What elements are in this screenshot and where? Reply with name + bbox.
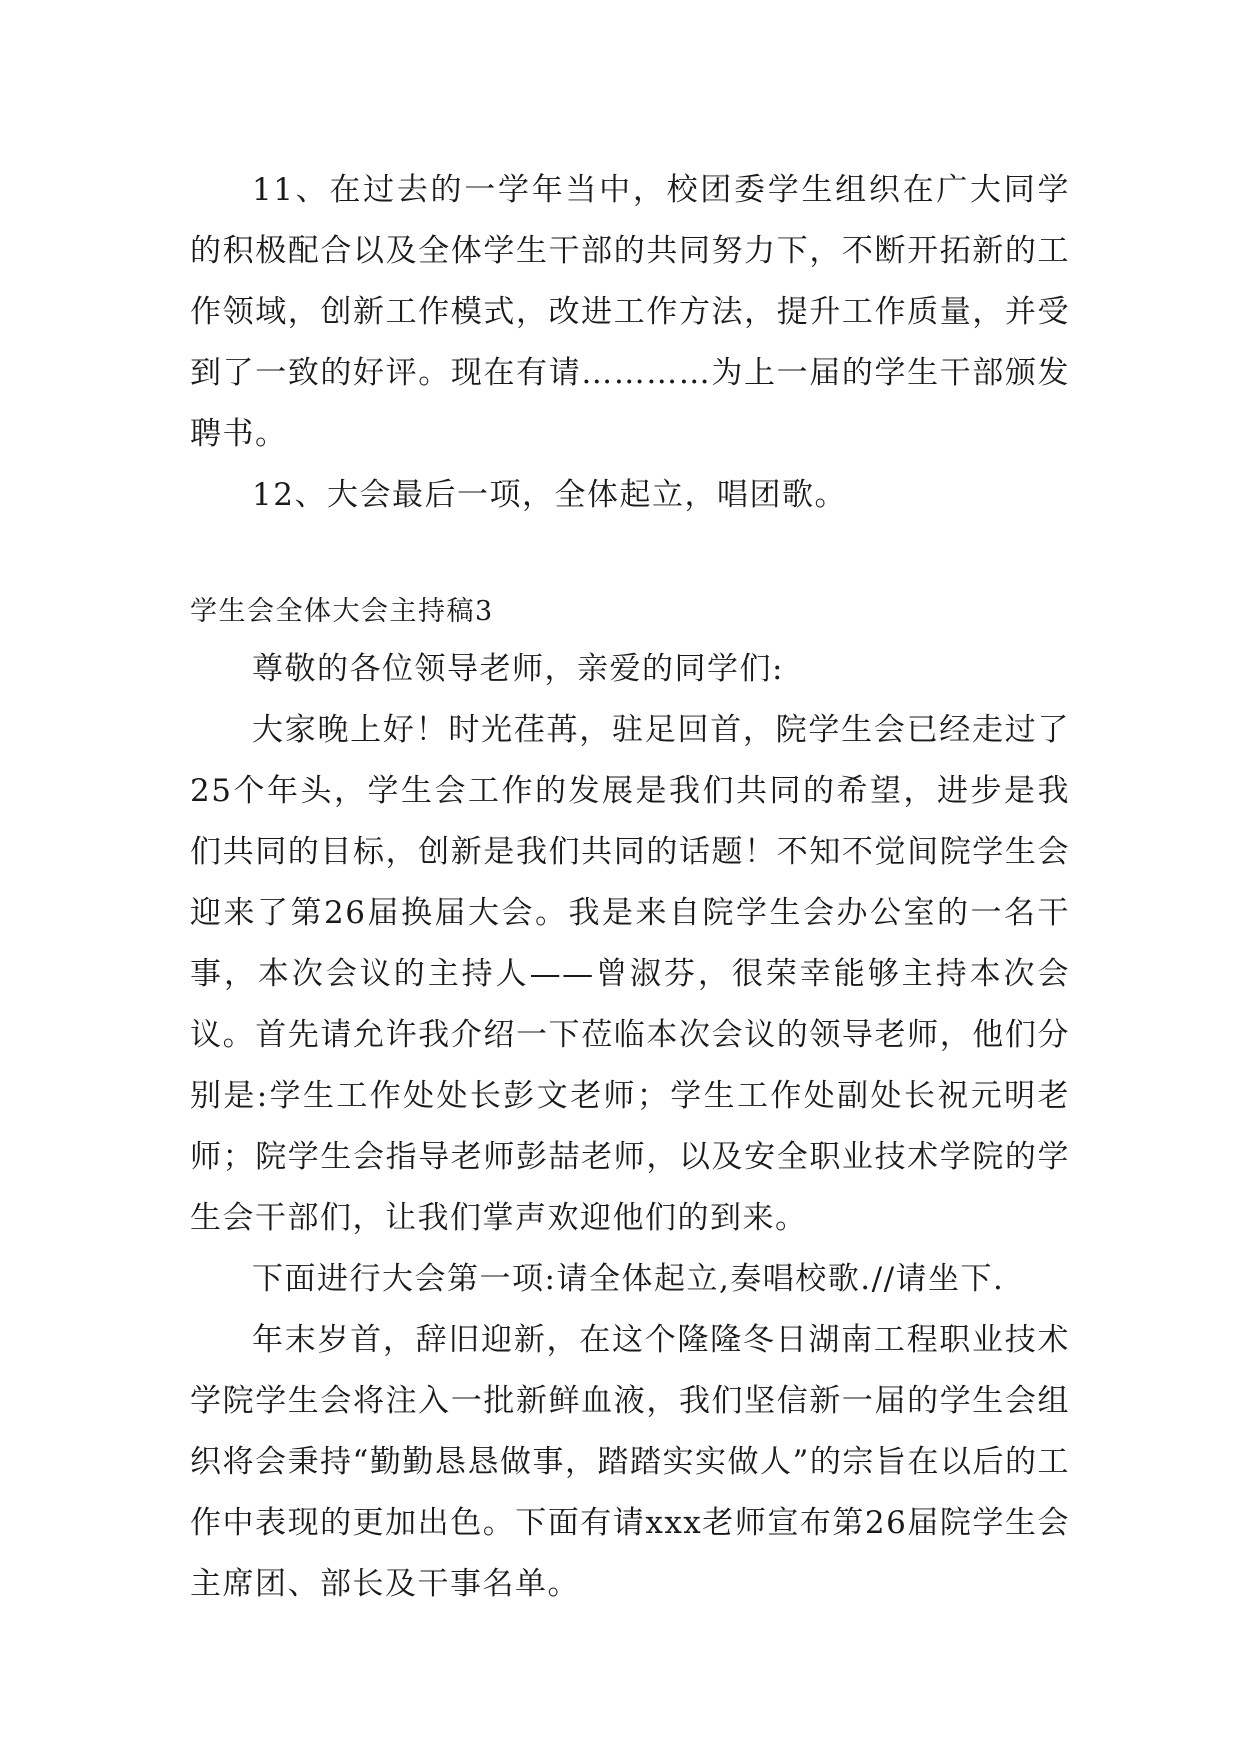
- greeting-paragraph: 尊敬的各位领导老师，亲爱的同学们:: [252, 651, 784, 687]
- section-title: 学生会全体大会主持稿3: [190, 596, 494, 627]
- announcement-paragraph: 年末岁首，辞旧迎新，在这个隆隆冬日湖南工程职业技术学院学生会将注入一批新鲜血液，我们坚信新一届的学生会组织将会秉持“勤勤恳恳做事，踏踏实实做人”的宗旨在以后的工作中表现的更加出色。下面有请xxx老师宣布第26届院学生会主席团、部长及干事名单。: [190, 1322, 1070, 1602]
- paragraph-item-11: 11、在过去的一学年当中，校团委学生组织在广大同学的积极配合以及全体学生干部的共同努力下，不断开拓新的工作领域，创新工作模式，改进工作方法，提升工作质量，并受到了一致的好评。现在有请…………为上一届的学生干部颁发聘书。: [190, 172, 1070, 452]
- opening-paragraph: 大家晚上好！时光荏苒，驻足回首，院学生会已经走过了25个年头，学生会工作的发展是我们共同的希望，进步是我们共同的目标，创新是我们共同的话题！不知不觉间院学生会迎来了第26届换届大会。我是来自院学生会办公室的一名干事，本次会议的主持人——曾淑芬，很荣幸能够主持本次会议。首先请允许我介绍一下莅临本次会议的领导老师，他们分别是:学生工作处处长彭文老师；学生工作处副处长祝元明老师；院学生会指导老师彭喆老师，以及安全职业技术学院的学生会干部们，让我们掌声欢迎他们的到来。: [190, 712, 1070, 1236]
- paragraph-item-12: 12、大会最后一项，全体起立，唱团歌。: [252, 477, 847, 513]
- agenda-item-paragraph: 下面进行大会第一项:请全体起立,奏唱校歌.//请坐下.: [252, 1261, 1005, 1297]
- document-page: [190, 160, 1070, 1615]
